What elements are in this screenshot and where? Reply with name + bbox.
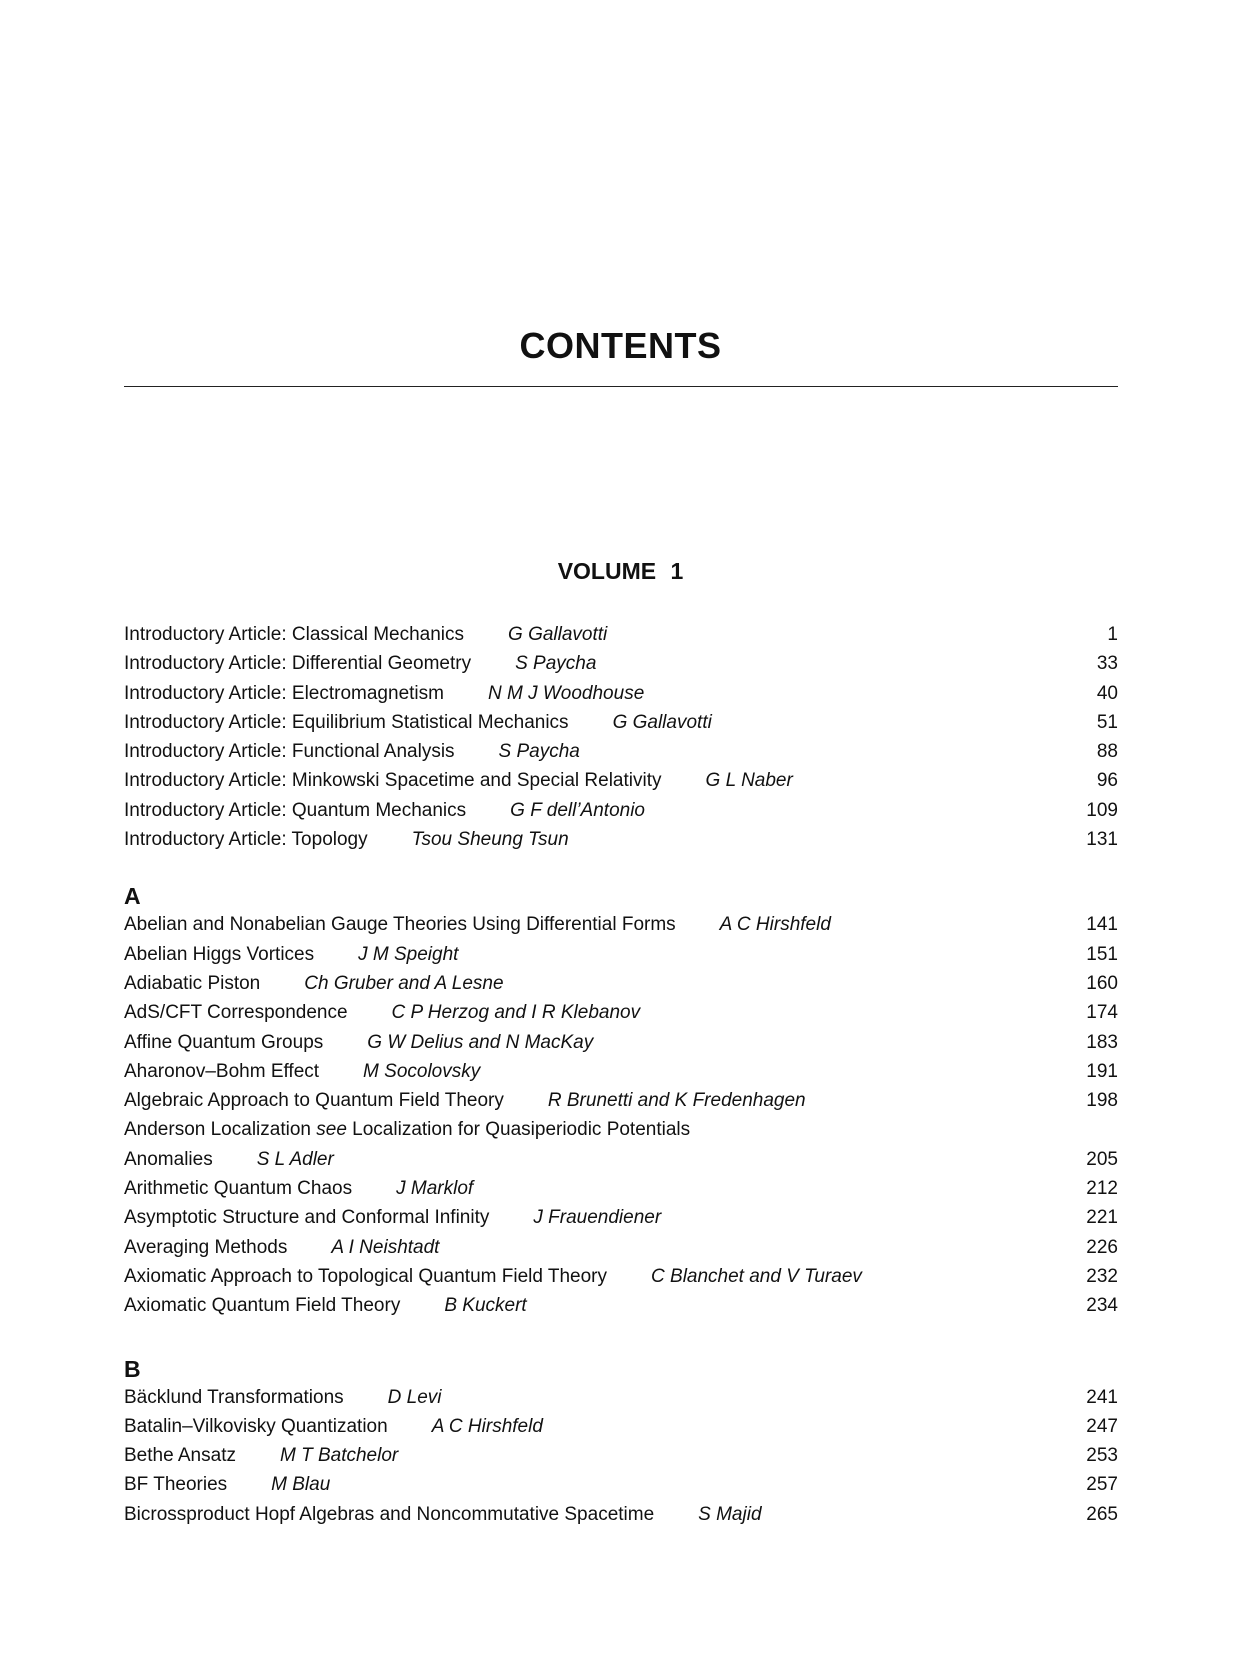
entry-page: 160 — [1086, 972, 1118, 994]
entry-title: Introductory Article: Differential Geometry — [124, 653, 472, 675]
toc-entry[interactable] — [124, 796, 1118, 825]
entry-author: G L Naber — [705, 770, 793, 792]
toc-entry[interactable] — [124, 1291, 1118, 1320]
entry-title: Batalin–Vilkovisky Quantization — [124, 1415, 388, 1437]
entry-author: J Marklof — [396, 1178, 474, 1200]
entry-page: 198 — [1086, 1090, 1118, 1112]
cross-ref-see: see — [316, 1119, 347, 1141]
entry-title: Arithmetic Quantum Chaos — [124, 1178, 353, 1200]
entry-page: 234 — [1086, 1295, 1118, 1317]
title-divider — [124, 386, 1118, 387]
toc-entry[interactable] — [124, 737, 1118, 766]
toc-entry[interactable] — [124, 969, 1118, 998]
entry-title: Asymptotic Structure and Conformal Infinity — [124, 1207, 490, 1229]
page-title: CONTENTS — [519, 325, 722, 366]
toc-entry[interactable] — [124, 998, 1118, 1027]
volume-heading: VOLUME 1 — [557, 558, 684, 584]
entry-author: D Levi — [387, 1386, 442, 1408]
entry-page: 40 — [1096, 682, 1118, 704]
entry-page: 174 — [1086, 1002, 1118, 1024]
entry-author: S Paycha — [498, 741, 580, 763]
entry-title: Adiabatic Piston — [124, 972, 261, 994]
toc-entry[interactable] — [124, 1441, 1118, 1470]
entry-author: A C Hirshfeld — [719, 914, 831, 936]
entry-page: 191 — [1086, 1060, 1118, 1082]
toc-entry[interactable] — [124, 679, 1118, 708]
toc-entry[interactable] — [124, 1174, 1118, 1203]
entry-page: 205 — [1086, 1148, 1118, 1170]
entry-title: Axiomatic Quantum Field Theory — [124, 1295, 401, 1317]
toc-entry[interactable] — [124, 1500, 1118, 1529]
entry-title: Algebraic Approach to Quantum Field Theory — [124, 1090, 504, 1112]
entry-title: BF Theories — [124, 1474, 228, 1496]
entry-author: G F dell’Antonio — [510, 799, 645, 821]
entry-page: 109 — [1086, 799, 1118, 821]
entry-author: N M J Woodhouse — [487, 682, 645, 704]
toc-entry[interactable] — [124, 620, 1118, 649]
toc-entry[interactable] — [124, 766, 1118, 795]
entry-author: A C Hirshfeld — [431, 1415, 543, 1437]
entry-page: 51 — [1096, 711, 1118, 733]
entry-title: Introductory Article: Quantum Mechanics — [124, 799, 467, 821]
entry-page: 257 — [1086, 1474, 1118, 1496]
entry-title: Introductory Article: Equilibrium Statistical Mechanics — [124, 711, 569, 733]
entry-title: Introductory Article: Topology — [124, 829, 368, 851]
entry-title: AdS/CFT Correspondence — [124, 1002, 348, 1024]
entry-title: Bicrossproduct Hopf Algebras and Noncommutative Spacetime — [124, 1503, 655, 1525]
entry-page: 221 — [1086, 1207, 1118, 1229]
entry-page: 265 — [1086, 1503, 1118, 1525]
toc-entry[interactable] — [124, 1028, 1118, 1057]
toc-entry[interactable] — [124, 1412, 1118, 1441]
toc-entry[interactable] — [124, 940, 1118, 969]
cross-ref-text — [124, 1119, 690, 1140]
entry-author: M Blau — [271, 1474, 331, 1496]
entry-author: J Frauendiener — [533, 1207, 662, 1229]
entry-page: 1 — [1107, 624, 1118, 645]
entry-page: 212 — [1086, 1178, 1118, 1200]
entry-author: S L Adler — [256, 1148, 334, 1170]
entry-title: Introductory Article: Classical Mechanics — [124, 624, 465, 645]
toc-entry[interactable] — [124, 1470, 1118, 1499]
entry-author: S Paycha — [515, 653, 597, 675]
toc-entry[interactable] — [124, 1086, 1118, 1115]
entry-title: Axiomatic Approach to Topological Quantum Field Theory — [124, 1265, 608, 1287]
toc-entry[interactable] — [124, 1145, 1118, 1174]
entry-author: G Gallavotti — [508, 624, 608, 645]
entry-page: 33 — [1096, 653, 1118, 675]
toc-entry[interactable] — [124, 1203, 1118, 1232]
entry-author: G W Delius and N MacKay — [367, 1031, 594, 1053]
entry-author: J M Speight — [358, 943, 459, 965]
section-letter-b: B — [124, 1355, 141, 1382]
entry-page: 151 — [1086, 943, 1118, 965]
entry-page: 253 — [1086, 1445, 1118, 1467]
entry-author: G Gallavotti — [612, 711, 712, 733]
entry-page: 232 — [1086, 1265, 1118, 1287]
section-letter-a: A — [124, 883, 141, 910]
entry-page: 141 — [1086, 914, 1118, 936]
toc-entry[interactable] — [124, 1262, 1118, 1291]
entry-page: 183 — [1086, 1031, 1118, 1053]
entry-author: C Blanchet and V Turaev — [651, 1265, 862, 1287]
entry-author: S Majid — [698, 1503, 762, 1525]
entry-author: R Brunetti and K Fredenhagen — [547, 1090, 806, 1112]
entry-title: Introductory Article: Functional Analysis — [124, 741, 455, 763]
toc-entry[interactable] — [124, 825, 1118, 854]
entry-author: A I Neishtadt — [331, 1236, 440, 1258]
entry-title: Averaging Methods — [124, 1236, 288, 1258]
entry-author: B Kuckert — [444, 1295, 527, 1317]
entry-author: M T Batchelor — [279, 1445, 399, 1467]
entry-title: Bäcklund Transformations — [124, 1386, 344, 1408]
entry-title: Bethe Ansatz — [124, 1445, 236, 1467]
cross-ref-target: Localization for Quasiperiodic Potentials — [346, 1119, 691, 1141]
entry-page: 241 — [1086, 1386, 1118, 1408]
entry-author: Ch Gruber and A Lesne — [304, 972, 504, 994]
entry-page: 131 — [1086, 829, 1118, 851]
entry-title: Affine Quantum Groups — [124, 1031, 324, 1053]
toc-cross-reference[interactable] — [124, 1115, 1118, 1144]
entry-title: Introductory Article: Electromagnetism — [124, 682, 444, 704]
entry-title: Anomalies — [124, 1148, 213, 1170]
entry-page: 96 — [1096, 770, 1118, 792]
entry-title: Abelian Higgs Vortices — [124, 943, 315, 965]
toc-entry[interactable] — [124, 1233, 1118, 1262]
entry-title: Aharonov–Bohm Effect — [124, 1060, 320, 1082]
entry-title: Introductory Article: Minkowski Spacetime and Special Relativity — [124, 770, 662, 792]
toc-entry[interactable] — [124, 708, 1118, 737]
toc-entry[interactable] — [124, 910, 1118, 939]
entry-page: 88 — [1096, 741, 1118, 763]
entry-author: M Socolovsky — [363, 1060, 481, 1082]
entry-author: Tsou Sheung Tsun — [411, 829, 569, 851]
contents-list — [124, 620, 1118, 1529]
toc-entry[interactable] — [124, 1383, 1118, 1412]
entry-title: Abelian and Nonabelian Gauge Theories Using Differential Forms — [124, 914, 676, 936]
toc-entry[interactable] — [124, 649, 1118, 678]
entry-page: 247 — [1086, 1415, 1118, 1437]
cross-ref-subject: Anderson Localization — [124, 1119, 317, 1141]
entry-page: 226 — [1086, 1236, 1118, 1258]
entry-author: C P Herzog and I R Klebanov — [391, 1002, 641, 1024]
toc-entry[interactable] — [124, 1057, 1118, 1086]
